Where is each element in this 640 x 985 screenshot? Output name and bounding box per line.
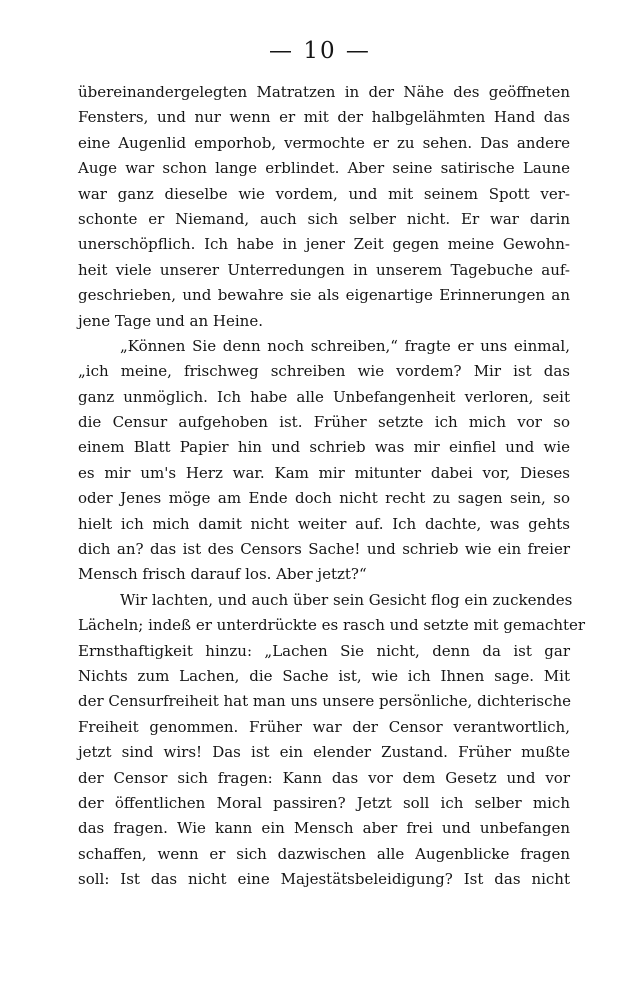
text-line: „ich meine, frischweg schreiben wie vordem? Mir ist das: [78, 362, 570, 381]
text-line: übereinandergelegten Matratzen in der Nähe des geöffneten: [78, 83, 570, 101]
page-number: — 10 —: [269, 38, 371, 64]
text-line: heit viele unserer Unterredungen in unserem Tagebuche auf-: [78, 260, 570, 279]
text-line: Mensch frisch darauf los. Aber jetzt?“: [78, 565, 367, 584]
text-line: der öffentlichen Moral passiren? Jetzt soll ich selber mich: [78, 793, 570, 812]
text-line: der Censor sich fragen: Kann das vor dem Gesetz und vor: [78, 768, 570, 787]
text-line: Wir lachten, und auch über sein Gesicht flog ein zuckendes: [120, 590, 573, 609]
text-line: einem Blatt Papier hin und schrieb was mir einfiel und wie: [78, 438, 570, 457]
text-line: oder Jenes möge am Ende doch nicht recht zu sagen sein, so: [78, 489, 570, 508]
text-line: Nichts zum Lachen, die Sache ist, wie ich Ihnen sage. Mit: [78, 666, 570, 685]
text-line: die Censur aufgehoben ist. Früher setzte ich mich vor so: [78, 413, 570, 432]
text-line: Fensters, und nur wenn er mit der halbgelähmten Hand das: [78, 108, 570, 127]
text-line: Freiheit genommen. Früher war der Censor verantwortlich,: [78, 717, 570, 736]
text-line: jene Tage und an Heine.: [78, 311, 263, 330]
text-line: war ganz dieselbe wie vordem, und mit seinem Spott ver-: [78, 184, 570, 203]
text-line: jetzt sind wirs! Das ist ein elender Zustand. Früher mußte: [78, 743, 570, 762]
text-line: das fragen. Wie kann ein Mensch aber frei und unbefangen: [78, 819, 570, 838]
body-text: [78, 80, 586, 893]
text-line: „Können Sie denn noch schreiben,“ fragte er uns einmal,: [120, 336, 570, 355]
text-line: unerschöpflich. Ich habe in jener Zeit gegen meine Gewohn-: [78, 235, 570, 254]
text-line: geschrieben, und bewahre sie als eigenartige Erinnerungen an: [78, 286, 570, 305]
text-line: dich an? das ist des Censors Sache! und schrieb wie ein freier: [78, 540, 570, 559]
text-line: schonte er Niemand, auch sich selber nicht. Er war darin: [78, 209, 570, 228]
text-line: soll: Ist das nicht eine Majestätsbeleidigung? Ist das nicht: [78, 870, 570, 889]
text-line: schaffen, wenn er sich dazwischen alle Augenblicke fragen: [78, 844, 570, 863]
text-line: der Censurfreiheit hat man uns unsere persönliche, dichterische: [78, 692, 572, 711]
text-line: es mir um's Herz war. Kam mir mitunter dabei vor, Dieses: [78, 463, 570, 482]
text-line: Lächeln; indeß er unterdrückte es rasch und setzte mit gemachter: [78, 616, 586, 635]
text-line: eine Augenlid emporhob, vermochte er zu sehen. Das andere: [78, 133, 570, 152]
text-line: ganz unmöglich. Ich habe alle Unbefangenheit verloren, seit: [78, 387, 570, 406]
text-line: Ernsthaftigkeit hinzu: „Lachen Sie nicht, denn da ist gar: [78, 641, 570, 660]
text-line: hielt ich mich damit nicht weiter auf. Ich dachte, was gehts: [78, 514, 570, 533]
text-line: Auge war schon lange erblindet. Aber seine satirische Laune: [78, 159, 570, 178]
